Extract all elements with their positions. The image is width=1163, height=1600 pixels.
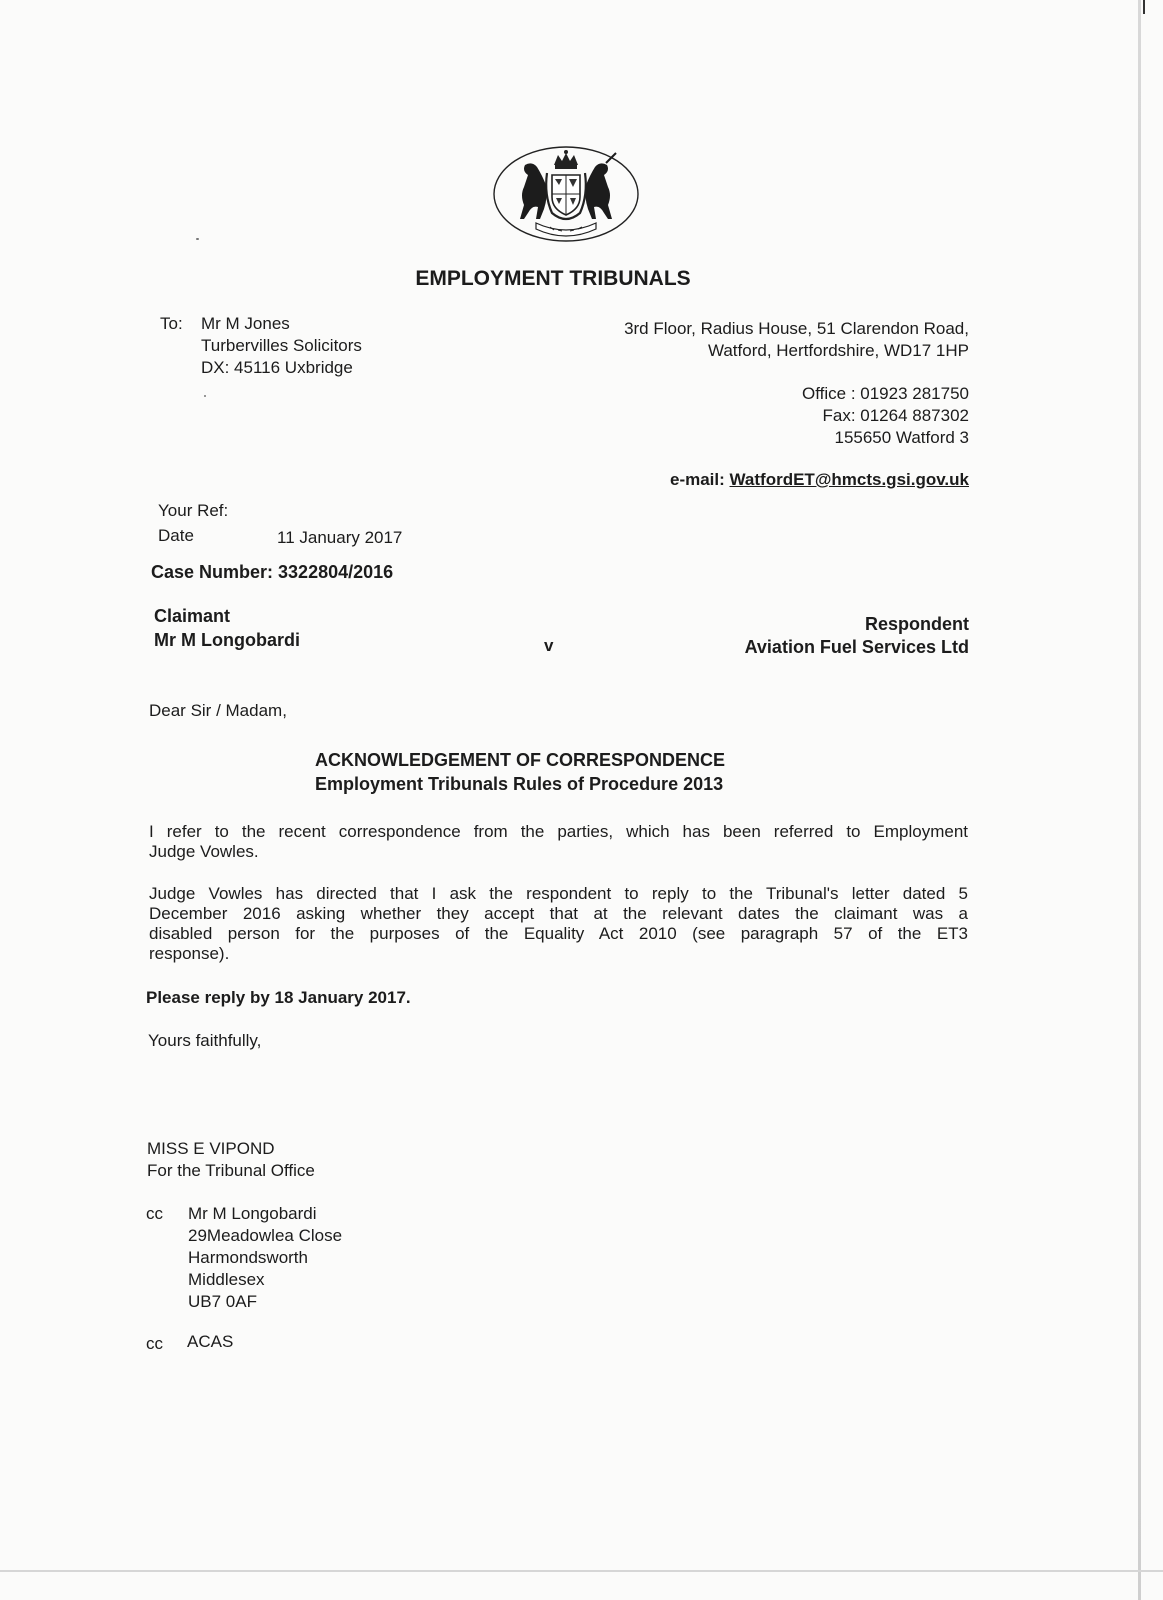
cc-label: cc xyxy=(146,1334,163,1353)
to-label: To: xyxy=(160,314,183,333)
scan-speck xyxy=(204,395,206,397)
versus-mark: v xyxy=(544,636,554,655)
cc-address-line: Middlesex xyxy=(188,1270,265,1289)
claimant-label: Claimant xyxy=(154,606,231,626)
royal-coat-of-arms-logo xyxy=(492,145,640,243)
office-address-line1: 3rd Floor, Radius House, 51 Clarendon Road, xyxy=(624,319,969,338)
signatory-name: MISS E VIPOND xyxy=(147,1139,275,1158)
cc-label: cc xyxy=(146,1204,163,1223)
respondent-label: Respondent xyxy=(864,614,969,634)
paragraph-2-line: response). xyxy=(149,944,230,963)
case-number: Case Number: 3322804/2016 xyxy=(151,562,394,582)
recipient-name: Mr M Jones xyxy=(201,314,290,333)
claimant-name: Mr M Longobardi xyxy=(154,630,300,650)
paragraph-2-line: December 2016 asking whether they accept that at the relevant dates the claimant was a xyxy=(149,904,968,923)
scan-edge-bottom xyxy=(0,1570,1163,1572)
paragraph-2-line: Judge Vowles has directed that I ask the respondent to reply to the Tribunal's letter dated 5 xyxy=(149,884,968,903)
respondent-name: Aviation Fuel Services Ltd xyxy=(744,637,969,657)
letter-subheading: Employment Tribunals Rules of Procedure 2013 xyxy=(315,774,724,794)
paragraph-1-line: Judge Vowles. xyxy=(149,842,259,861)
cc-address-line: Harmondsworth xyxy=(188,1248,308,1267)
reply-deadline: Please reply by 18 January 2017. xyxy=(146,988,411,1007)
scan-edge-right xyxy=(1138,0,1141,1600)
cc-address-line: 29Meadowlea Close xyxy=(188,1226,343,1245)
signatory-role: For the Tribunal Office xyxy=(147,1161,315,1180)
cc-address-line: Mr M Longobardi xyxy=(188,1204,317,1223)
recipient-firm: Turbervilles Solicitors xyxy=(201,336,362,355)
letter-heading: ACKNOWLEDGEMENT OF CORRESPONDENCE xyxy=(315,750,726,770)
email-link[interactable]: WatfordET@hmcts.gsi.gov.uk xyxy=(729,470,969,489)
scan-edge-mark xyxy=(1143,0,1145,14)
date-value: 11 January 2017 xyxy=(277,528,403,547)
page-title: EMPLOYMENT TRIBUNALS xyxy=(415,267,691,290)
office-address-line2: Watford, Hertfordshire, WD17 1HP xyxy=(707,341,969,360)
office-phone: Office : 01923 281750 xyxy=(802,384,969,403)
email-label: e-mail: xyxy=(669,470,725,489)
closing: Yours faithfully, xyxy=(148,1031,262,1050)
paragraph-1-line: I refer to the recent correspondence from the parties, which has been referred to Employment xyxy=(149,822,968,841)
date-label: Date xyxy=(158,526,194,545)
salutation: Dear Sir / Madam, xyxy=(149,701,287,720)
your-ref-label: Your Ref: xyxy=(158,501,229,520)
office-dx: 155650 Watford 3 xyxy=(834,428,969,447)
cc-address-line: UB7 0AF xyxy=(188,1292,257,1311)
paragraph-2 xyxy=(149,884,968,964)
recipient-dx: DX: 45116 Uxbridge xyxy=(201,358,353,377)
paragraph-2-line: disabled person for the purposes of the Equality Act 2010 (see paragraph 57 of the ET3 xyxy=(149,924,968,943)
cc-address-line: ACAS xyxy=(187,1332,234,1351)
office-fax: Fax: 01264 887302 xyxy=(822,406,969,425)
paragraph-1 xyxy=(149,822,968,862)
scan-speck xyxy=(196,238,199,240)
office-email xyxy=(670,469,969,491)
